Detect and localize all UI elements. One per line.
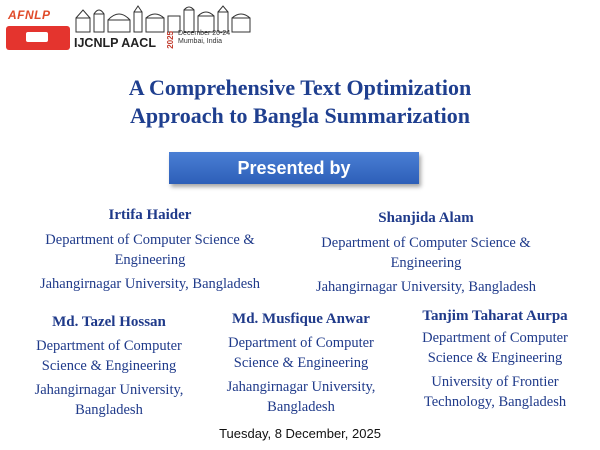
author-dept-line-2: Engineering [114, 252, 186, 268]
author-affiliation-irtifa-haider [20, 230, 280, 294]
author-university-line-1: Jahangirnagar University, Bangladesh [315, 279, 537, 295]
conference-dates-line: December 20-24 [178, 30, 231, 37]
author-university-line-1: University of Frontier [431, 374, 559, 390]
author-name-irtifa-haider: Irtifa Haider [108, 207, 192, 223]
presentation-date: Tuesday, 8 December, 2025 [219, 426, 381, 441]
author-dept-line-1: Department of Computer [228, 335, 374, 351]
afnlp-logo-text: AFNLP [8, 8, 51, 22]
author-university-line-1: Jahangirnagar University, [34, 382, 184, 398]
conference-name: IJCNLP AACL [74, 36, 156, 50]
author-name-md-tazel-hossan: Md. Tazel Hossan [52, 314, 166, 330]
author-dept-line-1: Department of Computer [422, 330, 568, 346]
presented-by-banner: Presented by [169, 152, 419, 184]
author-university-line-2: Bangladesh [75, 402, 143, 418]
author-affiliation-shanjida-alam [296, 233, 556, 297]
author-affiliation-md-musfique-anwar [206, 333, 396, 417]
author-affiliation-tanjim-taharat-aurpa [398, 328, 592, 412]
title-line-2: Approach to Bangla Summarization [129, 103, 470, 128]
author-dept-line-1: Department of Computer Science & [321, 235, 531, 251]
author-name-shanjida-alam: Shanjida Alam [378, 210, 474, 226]
conference-dates [178, 30, 230, 46]
author-dept-line-1: Department of Computer Science & [45, 232, 255, 248]
afnlp-logo-mark [6, 26, 70, 50]
author-dept-line-2: Engineering [390, 255, 462, 271]
ijcnlp-aacl-logo [74, 4, 254, 52]
author-dept-line-2: Science & Engineering [427, 350, 563, 366]
title-line-1: A Comprehensive Text Optimization [128, 75, 472, 100]
author-university-line-1: Jahangirnagar University, [226, 379, 376, 395]
conference-year: 2025 [166, 31, 175, 49]
author-university-line-2: Bangladesh [267, 399, 335, 415]
author-dept-line-2: Science & Engineering [41, 358, 177, 374]
author-name-md-musfique-anwar: Md. Musfique Anwar [232, 311, 370, 327]
author-university-line-1: Jahangirnagar University, Bangladesh [39, 276, 261, 292]
author-dept-line-1: Department of Computer [36, 338, 182, 354]
afnlp-logo [6, 6, 70, 52]
author-affiliation-md-tazel-hossan [14, 336, 204, 420]
conference-location: Mumbai, India [178, 38, 222, 45]
author-name-tanjim-taharat-aurpa: Tanjim Taharat Aurpa [422, 308, 568, 324]
author-university-line-2: Technology, Bangladesh [423, 394, 567, 410]
author-dept-line-2: Science & Engineering [233, 355, 369, 371]
